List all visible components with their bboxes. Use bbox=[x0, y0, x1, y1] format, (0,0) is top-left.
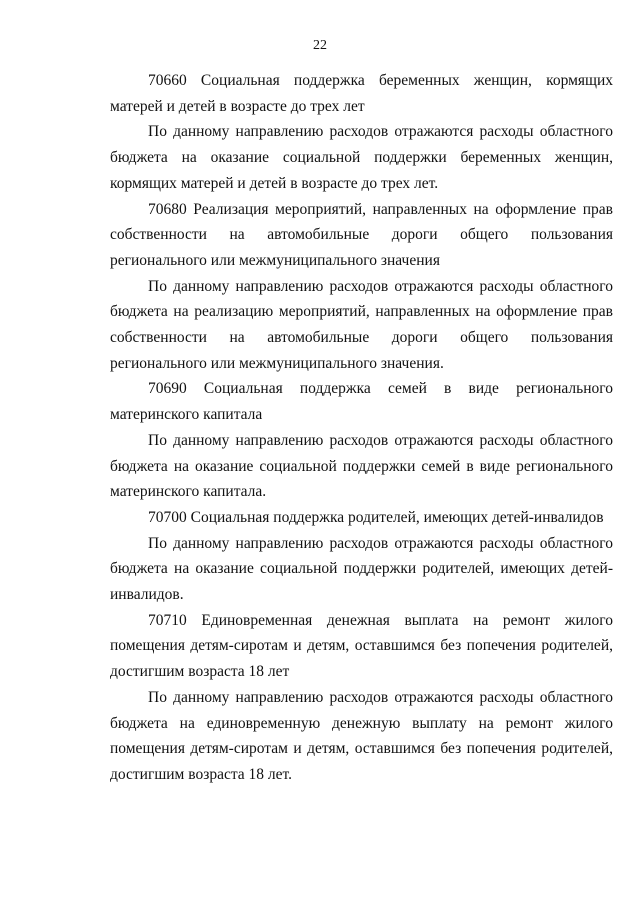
section-body-70700: По данному направлению расходов отражаются расходы областного бюджета на оказание социальной поддержки родителей, имеющих детей-инвалидов. bbox=[110, 534, 613, 604]
section-heading-70660: 70660 Социальная поддержка беременных женщин, кормящих матерей и детей в возрасте до трех лет bbox=[110, 72, 613, 115]
section-body-70660: По данному направлению расходов отражаются расходы областного бюджета на оказание социальной поддержки беременных женщин, кормящих матерей и детей в возрасте до трех лет. bbox=[110, 123, 613, 192]
section-heading-70710: 70710 Единовременная денежная выплата на ремонт жилого помещения детям-сиротам и детям, оставшимся без попечения родителей, достигшим возраста 18 лет bbox=[110, 611, 613, 681]
section-heading-70690: 70690 Социальная поддержка семей в виде регионального материнского капитала bbox=[110, 380, 613, 424]
section-body-70680: По данному направлению расходов отражаются расходы областного бюджета на реализацию мероприятий, направленных на оформление прав собственности на автомобильные дороги общего пользования регионального или межмуниципального значения. bbox=[110, 277, 613, 372]
section-body-70710: По данному направлению расходов отражаются расходы областного бюджета на единовременную денежную выплату на ремонт жилого помещения детям-сиротам и детям, оставшимся без попечения родителей, достигшим возраста 18 лет. bbox=[110, 688, 613, 783]
section-body-70690: По данному направлению расходов отражаются расходы областного бюджета на оказание социальной поддержки семей в виде регионального материнского капитала. bbox=[110, 431, 613, 501]
document-body bbox=[110, 68, 613, 788]
section-heading-70680: 70680 Реализация мероприятий, направленных на оформление прав собственности на автомобильные дороги общего пользования регионального или межмуниципального значения bbox=[110, 200, 613, 269]
section-heading-70700: 70700 Социальная поддержка родителей, имеющих детей-инвалидов bbox=[148, 508, 604, 526]
page-number: 22 bbox=[313, 38, 327, 53]
